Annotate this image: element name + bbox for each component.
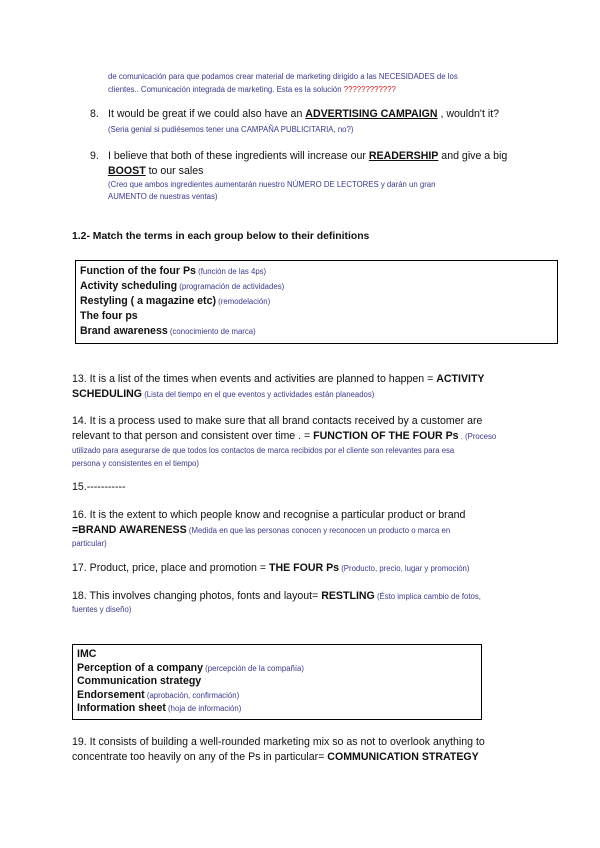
q16-translation-start: (Medida en que las personas conocen y reconocen un producto o marca en [186, 526, 451, 535]
q17-answer: THE FOUR Ps [268, 562, 340, 574]
box-1-term-2 [80, 279, 553, 294]
box-2-term-2 [77, 662, 477, 676]
item-8 [90, 107, 560, 137]
q18-line-1 [72, 589, 552, 604]
question-15: 15.----------- [72, 481, 126, 493]
box-2-term-4 [77, 689, 477, 703]
question-19 [72, 735, 552, 765]
question-14 [72, 414, 552, 470]
box-1-term-5-label: Brand awareness [80, 325, 168, 337]
box-2-term-4-translation: (aprobación, confirmación) [144, 690, 240, 700]
q18-answer: RESTLING [321, 590, 375, 602]
item-9-translation-2: AUMENTO de nuestras ventas) [108, 192, 218, 201]
item-9 [90, 149, 560, 203]
box-2-term-3 [77, 675, 477, 689]
q14-line-1: 14. It is a process used to make sure that all brand contacts received by a customer are [72, 415, 483, 427]
item-9-keyword-readership: READERSHIP [368, 150, 439, 162]
q18-translation-start: (Ésto implica cambio de fotos, [374, 592, 481, 601]
box-1-term-1 [80, 264, 553, 279]
box-2-term-1-label: IMC [77, 648, 97, 660]
q19-text: concentrate too heavily on any of the Ps in particular= [72, 751, 328, 763]
question-16 [72, 508, 552, 550]
q13-answer-a: ACTIVITY [436, 373, 485, 385]
q13-line-2 [72, 387, 552, 402]
intro-line-1: de comunicación para que podamos crear material de marketing dirigido a las NECESIDADES de los [108, 72, 458, 81]
item-9-translation-1: (Creo que ambos ingredientes aumentarán nuestro NÚMERO DE LECTORES y darán un gran [108, 180, 436, 189]
item-9-line-1 [90, 149, 560, 164]
item-8-line [90, 107, 560, 122]
q17-translation: (Producto, precio, lugar y promoción) [339, 564, 470, 573]
box-2-term-5-translation: (hoja de información) [165, 704, 242, 713]
question-13 [72, 372, 552, 402]
box-1-term-2-translation: (programación de actividades) [177, 282, 285, 291]
item-8-text-end: , wouldn't it? [437, 108, 500, 120]
q14-translation-2: utilizado para asegurarse de que todos los contactos de marca recibidos por el cliente son relevantes para esa [72, 446, 455, 455]
terms-box-1 [75, 260, 558, 344]
intro-block [108, 70, 558, 96]
q14-translation-3: persona y consistentes en el tiempo) [72, 459, 199, 468]
box-2-term-5-label: Information sheet [77, 702, 166, 714]
box-1-term-3-label: Restyling ( a magazine etc) [80, 295, 216, 307]
box-1-term-2-label: Activity scheduling [80, 280, 178, 292]
q16-answer: =BRAND AWARENESS [72, 524, 187, 536]
item-8-number: 8. [90, 108, 99, 120]
intro-line-2-text: clientes.. Comunicación integrada de marketing. Esta es la solución [108, 85, 344, 94]
q13-line-1 [72, 372, 552, 387]
box-2-term-2-label: Perception of a company [77, 661, 203, 674]
q16-line-2 [72, 523, 552, 538]
item-9-keyword-boost: BOOST [108, 165, 146, 177]
q14-answer: FUNCTION OF THE FOUR Ps [313, 430, 459, 442]
intro-question-marks: ???????????? [343, 85, 396, 94]
q14-text: relevant to that person and consistent over time . = [72, 430, 314, 442]
item-9-text: I believe that both of these ingredients will increase our [108, 150, 369, 162]
q19-line-1: 19. It consists of building a well-rounded marketing mix so as not to overlook anything to [72, 736, 485, 748]
q14-translation-start: . (Proceso [458, 432, 497, 441]
box-1-term-5 [80, 324, 553, 339]
intro-line-2 [108, 83, 558, 96]
q16-translation-2: particular) [72, 539, 107, 548]
q18-text: 18. This involves changing photos, fonts and layout= [72, 590, 322, 602]
terms-box-2 [72, 644, 482, 720]
box-1-term-3-translation: (remodelación) [216, 297, 271, 306]
q19-answer: COMMUNICATION STRATEGY [327, 751, 479, 763]
box-1-term-5-translation: (conocimiento de marca) [167, 327, 256, 336]
box-1-term-1-label: Function of the four Ps [80, 265, 196, 277]
item-9-text-end: to our sales [145, 165, 204, 177]
item-9-line-2 [90, 164, 560, 179]
item-8-keyword: ADVERTISING CAMPAIGN [305, 108, 438, 120]
box-1-term-3 [80, 294, 553, 309]
question-18 [72, 589, 552, 616]
item-9-number: 9. [90, 150, 99, 162]
section-heading: 1.2- Match the terms in each group below to their definitions [72, 231, 370, 242]
q13-translation: (Lista del tiempo en el que eventos y actividades están planeados) [142, 390, 375, 399]
box-2-term-3-label: Communication strategy [77, 675, 202, 687]
box-1-term-4 [80, 309, 553, 324]
q13-answer-b: SCHEDULING [72, 388, 143, 400]
q14-line-2 [72, 429, 552, 444]
item-8-text: It would be great if we could also have an [108, 108, 306, 120]
q13-text: 13. It is a list of the times when events and activities are planned to happen = [72, 373, 437, 385]
q17-text: 17. Product, price, place and promotion = [72, 562, 269, 574]
box-2-term-4-label: Endorsement [77, 688, 145, 701]
item-9-text-mid: and give a big [438, 150, 508, 162]
item-8-translation: (Seria genial si pudiésemos tener una CAMPAÑA PUBLICITARIA, no?) [108, 125, 354, 134]
q18-translation-2: fuentes y diseño) [72, 605, 132, 614]
q19-line-2 [72, 750, 552, 765]
q16-line-1: 16. It is the extent to which people know and recognise a particular product or brand [72, 509, 466, 521]
box-2-term-1 [77, 648, 477, 662]
box-2-term-2-translation: (percepción de la compañía) [202, 663, 304, 673]
question-17 [72, 561, 469, 576]
box-2-term-5 [77, 702, 477, 716]
box-1-term-1-translation: (función de las 4ps) [195, 267, 267, 276]
box-1-term-4-label: The four ps [80, 310, 138, 322]
